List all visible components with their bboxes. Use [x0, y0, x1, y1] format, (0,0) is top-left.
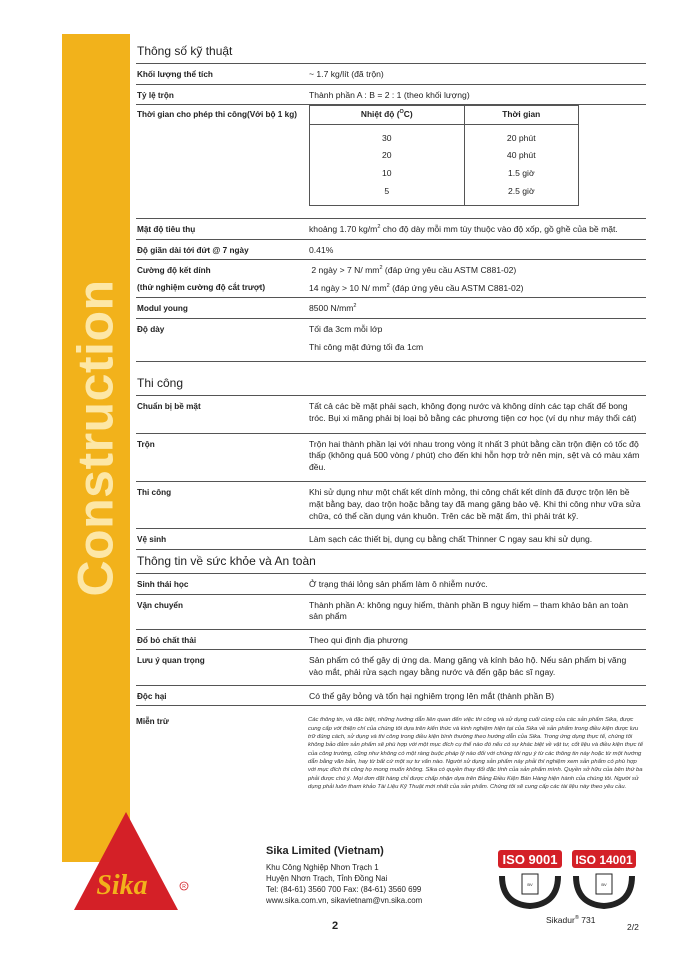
disposal-row	[136, 630, 646, 651]
potlife-temp: 5	[310, 183, 465, 206]
modulus-label: Modul young	[137, 304, 188, 314]
ecology-label: Sinh thái học	[137, 579, 189, 589]
potlife-row	[136, 105, 646, 219]
disclaimer-label: Miễn trừ	[136, 717, 169, 727]
disposal-label: Đổ bỏ chất thải	[137, 635, 197, 645]
company-info	[266, 844, 496, 906]
prep-row	[136, 396, 646, 433]
toxicity-row	[136, 686, 646, 707]
potlife-head-time: Thời gian	[464, 106, 578, 124]
svg-text:R: R	[182, 884, 186, 890]
potlife-time: 20 phút	[464, 124, 578, 147]
transport-row	[136, 595, 646, 630]
iso-14001-badge	[570, 846, 638, 910]
table-row	[310, 124, 579, 147]
density-value: ~ 1.7 kg/lít (đã trộn)	[309, 69, 384, 80]
caution-value: Sản phẩm có thể gây dị ứng da. Mang găng và kính bảo hộ. Nếu sản phẩm bị văng vào mắt, phải rửa sạch ngay bằng nước và đến gặp bác sĩ ngay.	[309, 655, 627, 677]
transport-value: Thành phần A: không nguy hiểm, thành phần B nguy hiểm – tham khảo bản an toàn sản phẩm	[309, 599, 629, 622]
potlife-temp: 30	[310, 124, 465, 147]
page-of: 2/2	[627, 922, 639, 932]
toxicity-label: Độc hại	[137, 691, 167, 701]
application-section-title: Thi công	[136, 372, 646, 396]
bond-row	[136, 260, 646, 298]
consumption-value: khoảng 1.70 $kg/m^2$ cho độ dày mỗi mm tùy thuộc vào độ xốp, gồ ghề của bề mặt.	[309, 224, 618, 235]
modulus-row	[136, 298, 646, 319]
transport-label: Vận chuyển	[137, 600, 183, 610]
thickness-row	[136, 319, 646, 362]
prep-label: Chuẩn bị bề mặt	[137, 402, 201, 412]
health-section-title: Thông tin về sức khỏe và An toàn	[136, 550, 646, 574]
potlife-temp: 20	[310, 147, 465, 165]
elongation-label: Độ giãn dài tới đứt @ 7 ngày	[137, 245, 249, 255]
iso-9001-badge	[496, 846, 564, 910]
apply-label: Thi công	[137, 488, 172, 498]
potlife-time: 1.5 giờ	[464, 165, 578, 183]
sika-logo	[70, 808, 190, 914]
cleaning-label: Vệ sinh	[137, 535, 167, 545]
apply-value: Khi sử dụng như một chất kết dính mỏng, thi công chất kết dính đã được trộn lên bề mặt bằng bay, dao trộn hoặc bằng tay đã mang găng bảo vệ. Khi thi công như vữa sửa chữa, có thể cần dụng ván khuôn. Trên các bề mặt ẩm, thì phải trát kỹ.	[309, 487, 641, 521]
table-row	[310, 183, 579, 206]
address-line-1: Khu Công Nghiệp Nhơn Trạch 1	[266, 862, 379, 872]
svg-text:ISO 14001: ISO 14001	[575, 853, 633, 867]
svg-text:ISO 9001: ISO 9001	[502, 852, 558, 867]
density-row	[136, 64, 646, 85]
svg-text:BV: BV	[601, 882, 607, 887]
ecology-value: Ở trạng thái lỏng sản phẩm làm ô nhiễm nước.	[309, 578, 488, 589]
address-line-2: Huyện Nhơn Trạch, Tỉnh Đồng Nai	[266, 873, 388, 883]
disclaimer	[136, 714, 646, 791]
thickness-value: Tối đa 3cm mỗi lớp Thi công mặt đứng tối đa 1cm	[309, 324, 424, 352]
mixing-label: Trộn	[137, 439, 155, 449]
side-word: Construction	[67, 279, 124, 597]
svg-text:BV: BV	[527, 882, 533, 887]
density-label: Khối lượng thể tích	[137, 70, 213, 80]
phone-line: Tel: (84-61) 3560 700 Fax: (84-61) 3560 699	[266, 884, 422, 894]
disclaimer-text: Các thông tin, và đặc biệt, những hướng dẫn liên quan đến việc thi công và sử dụng cuối cùng của các sản phẩm Sika, được cung cấp với thiện chí của chúng tôi dựa trên kiến thức và kinh nghiệm hiện tại của Sika về sản phẩm trong điều kiện được lưu trữ đúng cách, sử dụng và thi công trong điều kiện bình thường theo hướng dẫn của Sika. Trong ứng dụng thực tế, chúng tôi không bảo đảm sản phẩm sẽ phù hợp với một mục đích cụ thể nào đó nếu có sự khác biệt về vật tư, cốt liệu và điều kiện thực tế của công trường, cũng như không có một ràng buộc pháp lý nào đối với chúng tôi ngụ ý từ các thông tin này hoặc từ một hướng dẫn bằng văn bản, hay từ bất cứ một sự tư vấn nào. Người sử dụng sản phẩm này phải thí nghiệm xem sản phẩm có phù hợp với mục đích thi công họ mong muốn không. Sika có quyền thay đổi đặc tính của sản phẩm mình. Quyền sở hữu của bên thứ ba phải được chú ý. Mọi đơn đặt hàng chỉ được chấp nhận dựa trên Bảng Điều Kiện Bán Hàng hiện hành của chúng tôi. Người sử dụng phải luôn tham khảo Tài Liệu Kỹ Thuật mới nhất của sản phẩm. Chúng tôi sẽ cung cấp các tài liệu này theo yêu cầu.	[308, 717, 643, 791]
mixing-value: Trộn hai thành phần lại với nhau trong vòng ít nhất 3 phút bằng cần trộn điện có tốc độ thấp (không quá 500 vòng / phút) cho đến khi hỗn hợp trở nên mịn, sệt và có màu xám đều.	[309, 438, 640, 472]
elongation-row	[136, 240, 646, 261]
mixing-row	[136, 434, 646, 483]
company-name: Sika Limited (Vietnam)	[266, 845, 384, 857]
potlife-label: Thời gian cho phép thi công(Với bộ 1 kg)	[137, 110, 297, 120]
mix-label: Tỷ lệ trộn	[137, 90, 174, 100]
mix-value: Thành phần A : B = 2 : 1 (theo khối lượng)	[309, 89, 470, 100]
bond-value: 2 ngày > 7 N/ $mm^2$ (đáp ứng yêu cầu ASTM C881-02) 14 ngày > 10 N/ $mm^2$ (đáp ứng yêu cầu ASTM C881-02)	[309, 265, 524, 293]
svg-text:Sika: Sika	[96, 870, 148, 901]
potlife-head-temp: Nhiệt độ ($^O$C)	[310, 106, 465, 124]
toxicity-value: Có thể gây bỏng và tổn hại nghiêm trọng lên mắt (thành phần B)	[309, 690, 555, 701]
modulus-value: 8500 $N/mm^2$	[309, 303, 357, 314]
consumption-label: Mật độ tiêu thụ	[137, 225, 196, 235]
disposal-value: Theo qui định địa phương	[309, 634, 408, 645]
cleaning-row	[136, 529, 646, 550]
mix-row	[136, 85, 646, 106]
ecology-row	[136, 574, 646, 595]
cleaning-value: Làm sạch các thiết bị, dụng cụ bằng chất Thinner C ngay sau khi sử dụng.	[309, 534, 593, 545]
potlife-time: 2.5 giờ	[464, 183, 578, 206]
caution-label: Lưu ý quan trọng	[137, 656, 205, 666]
tech-section-title: Thông số kỹ thuật	[136, 40, 646, 64]
table-row	[310, 147, 579, 165]
elongation-value: 0.41%	[309, 244, 334, 255]
bond-label: Cường độ kết dính (thử nghiệm cường độ cắt trượt)	[137, 266, 266, 293]
prep-value: Tất cả các bề mặt phải sạch, không đọng nước và không dính các tạp chất để bong tróc. Bụi xi măng phải bị loại bỏ bằng các phương tiện cơ học (ví dụ như máy thổi cát)	[309, 401, 637, 424]
page-number: 2	[332, 920, 339, 932]
caution-row	[136, 650, 646, 685]
thickness-label: Độ dày	[137, 325, 165, 335]
apply-row	[136, 482, 646, 529]
consumption-row	[136, 219, 646, 240]
web-line[interactable]: www.sika.com.vn, sikavietnam@vn.sika.com	[266, 895, 423, 905]
potlife-table	[309, 105, 579, 206]
content	[136, 40, 646, 792]
product-name: Sikadur® 731	[546, 915, 596, 925]
table-row	[310, 165, 579, 183]
potlife-temp: 10	[310, 165, 465, 183]
potlife-time: 40 phút	[464, 147, 578, 165]
